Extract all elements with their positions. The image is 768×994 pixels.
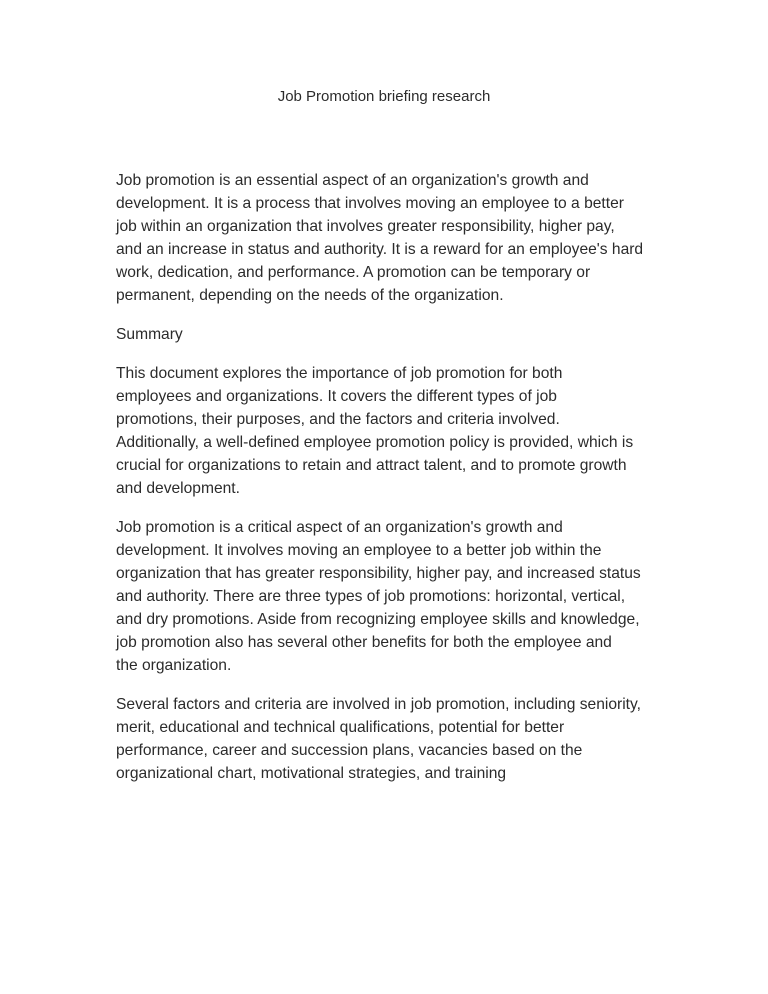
text-line: work, dedication, and performance. A promotion can be temporary or [116,264,591,281]
text-line: promotions, their purposes, and the factors and criteria involved. [116,411,560,428]
text-line: permanent, depending on the needs of the organization. [116,287,504,304]
text-line: and authority. There are three types of job promotions: horizontal, vertical, [116,588,626,605]
text-line: employees and organizations. It covers the different types of job [116,388,557,405]
summary-heading [116,323,676,346]
factors-paragraph [116,693,676,785]
text-line: and an increase in status and authority. It is a reward for an employee's hard [116,241,644,258]
text-line: organizational chart, motivational strategies, and training [116,765,507,782]
text-line: Job promotion is a critical aspect of an organization's growth and [116,519,563,536]
text-line: and dry promotions. Aside from recognizing employee skills and knowledge, [116,611,640,628]
text-line: Additionally, a well-defined employee promotion policy is provided, which is [116,434,634,451]
document-body [116,169,676,801]
intro-paragraph [116,169,676,307]
document-title: Job Promotion briefing research [277,88,491,105]
text-line: Several factors and criteria are involved in job promotion, including seniority, [116,696,641,713]
text-line: Summary [116,326,183,343]
text-line: merit, educational and technical qualifications, potential for better [116,719,565,736]
text-line: job promotion also has several other benefits for both the employee and [116,634,612,651]
text-line: job within an organization that involves greater responsibility, higher pay, [116,218,615,235]
text-line: crucial for organizations to retain and attract talent, and to promote growth [116,457,627,474]
text-line: This document explores the importance of job promotion for both [116,365,563,382]
text-line: the organization. [116,657,232,674]
text-line: development. It involves moving an employee to a better job within the [116,542,602,559]
text-line: Job promotion is an essential aspect of an organization's growth and [116,172,589,189]
overview-paragraph [116,516,676,677]
text-line: development. It is a process that involves moving an employee to a better [116,195,624,212]
text-line: and development. [116,480,240,497]
summary-paragraph [116,362,676,500]
text-line: organization that has greater responsibility, higher pay, and increased status [116,565,641,582]
text-line: performance, career and succession plans, vacancies based on the [116,742,583,759]
